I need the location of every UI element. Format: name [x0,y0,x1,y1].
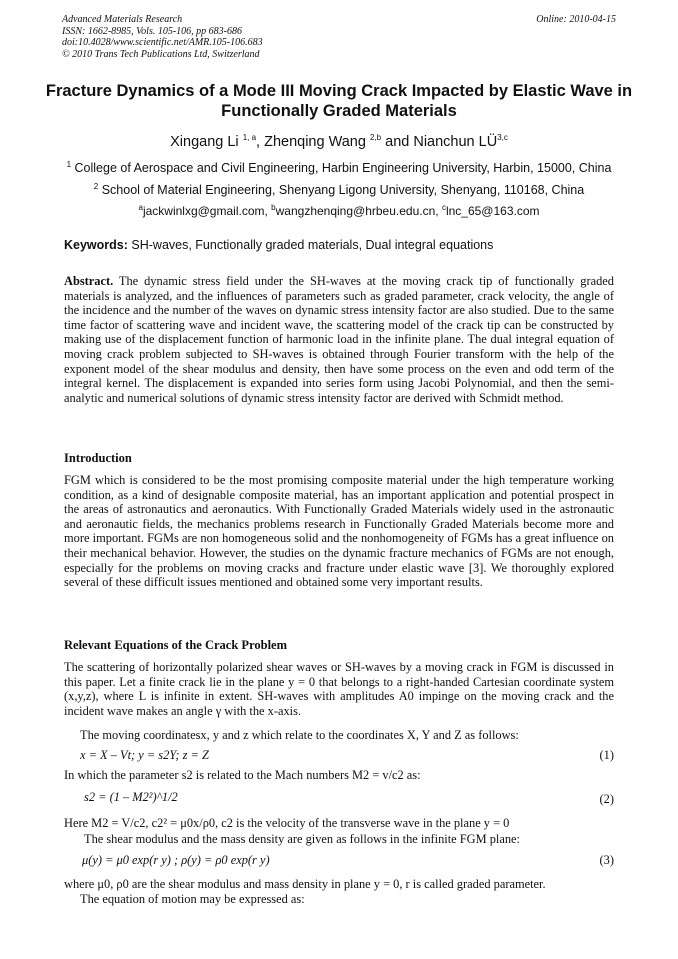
equation-2-number: (2) [599,792,614,806]
equations-paragraph-1: The scattering of horizontally polarized shear waves or SH-waves by a moving crack in FGM is discussed in this paper. Let a finite crack lie in the plane y = 0 that belongs to a right-handed Cartesian coordinate system (x,y,z), where L is infinite in extent. SH-waves with amplitudes A0 impinge on the moving crack and the incident wave makes an angle γ with the x-axis. [64,660,614,718]
authors [0,133,678,150]
author-2-sup: 2,b [369,133,382,142]
journal-header [62,14,263,60]
affiliation-2 [0,182,678,197]
equation-1-number: (1) [599,748,614,762]
author-3: Nianchun LÜ [413,133,498,150]
affiliation-1-num: 1 [66,160,72,169]
author-1-sup: 1, a [242,133,257,142]
author-emails [0,203,678,218]
affiliation-1 [0,160,678,175]
author-1: Xingang Li [170,133,239,150]
section-heading-equations: Relevant Equations of the Crack Problem [64,638,288,652]
abstract-text: The dynamic stress field under the SH-waves at the moving crack tip of functionally graded materials is analyzed, and the influences of parameters such as graded parameter, crack velocity, the angle of the incidence and the number of the waves on dynamic stress intensity factor are also studied. Due to the same time factor of scattering wave and incident wave, the scattering model of the crack tip can be constructed by making use of the displacement function of harmonic load in the infinite plane. The dual integral equation of moving crack problem subjected to SH-waves is obtained through Fourier transform with the help of the exponent model of the shear modulus and density, then have some process on the even and odd term of the integral kernel. The displacement is expanded into series form using Jacobi Polynomial, and then the semi-analytic and numerical solutions of dynamic stress intensity factor are derived with Schmidt method. [64,274,615,405]
affiliation-2-num: 2 [93,182,99,191]
copyright: © 2010 Trans Tech Publications Ltd, Switzerland [62,48,260,60]
doi: doi:10.4028/www.scientific.net/AMR.105-106.683 [62,37,263,48]
equations-paragraph-3: In which the parameter s2 is related to the Mach numbers M2 = v/c2 as: [64,768,421,782]
keywords [64,238,493,252]
email-b-sup: b [271,203,276,212]
equations-paragraph-7: The equation of motion may be expressed as: [80,892,305,906]
email-c-sup: c [441,203,446,212]
keywords-text: SH-waves, Functionally graded materials, Dual integral equations [131,238,494,252]
paper-title: Fracture Dynamics of a Mode III Moving Crack Impacted by Elastic Wave in Functionally Graded Materials [45,82,633,120]
author-and: and [385,133,410,150]
equation-3-number: (3) [599,853,614,867]
equations-paragraph-5: The shear modulus and the mass density are given as follows in the infinite FGM plane: [84,832,520,846]
email-a-sup: a [138,203,143,212]
equation-2: s2 = (1 – M2²)^1/2 [84,790,178,804]
equations-paragraph-6: where μ0, ρ0 are the shear modulus and mass density in plane y = 0, r is called graded parameter. [64,877,546,891]
equation-3: μ(y) = μ0 exp(r y) ; ρ(y) = ρ0 exp(r y) [82,853,270,867]
issn: ISSN: 1662-8985, Vols. 105-106, pp 683-686 [62,25,242,37]
email-a[interactable]: jackwinlxg@gmail.com, [142,204,268,218]
equations-paragraph-4: Here M2 = V/c2, c2² = μ0x/ρ0, c2 is the velocity of the transverse wave in the plane y = 0 [64,816,510,830]
online-date: Online: 2010-04-15 [536,14,616,25]
abstract-label: Abstract. [64,274,114,288]
email-c[interactable]: lnc_65@163.com [445,204,540,218]
introduction-text: FGM which is considered to be the most promising composite material under the high temperature working condition, as a kind of designable composite material, has an important application and potential prospect in the areas of astronautics and aeronautics. With Functionally Graded Materials widely used in the astronautic and aeronautic fields, the mechanics problems research in Functionally Graded Materials become more and more important. FGMs are non homogeneous solid and the nonhomogeneity of FGMs has a great influence on their mechanical behavior. However, the studies on the dynamic fracture mechanics of FGMs are not enough, especially for the problems on moving cracks and fracture under elastic wave [3]. We thoroughly explored several of these difficult issues mentioned and obtained some very important results. [64,473,614,590]
affiliation-2-text: School of Material Engineering, Shenyang Ligong University, Shenyang, 110168, China [101,183,585,198]
section-heading-introduction: Introduction [64,451,132,465]
author-3-sup: 3,c [497,133,508,142]
author-sep: , [256,133,261,150]
equations-paragraph-2: The moving coordinatesx, y and z which relate to the coordinates X, Y and Z as follows: [80,728,519,742]
email-b[interactable]: wangzhenqing@hrbeu.edu.cn, [275,204,439,218]
affiliation-1-text: College of Aerospace and Civil Engineering, Harbin Engineering University, Harbin, 15000, China [74,161,612,176]
author-2: Zhenqing Wang [264,133,366,150]
equation-1: x = X – Vt; y = s2Y; z = Z [80,748,209,762]
abstract [64,274,614,405]
journal-name: Advanced Materials Research [62,14,183,25]
keywords-label: Keywords: [64,238,128,252]
